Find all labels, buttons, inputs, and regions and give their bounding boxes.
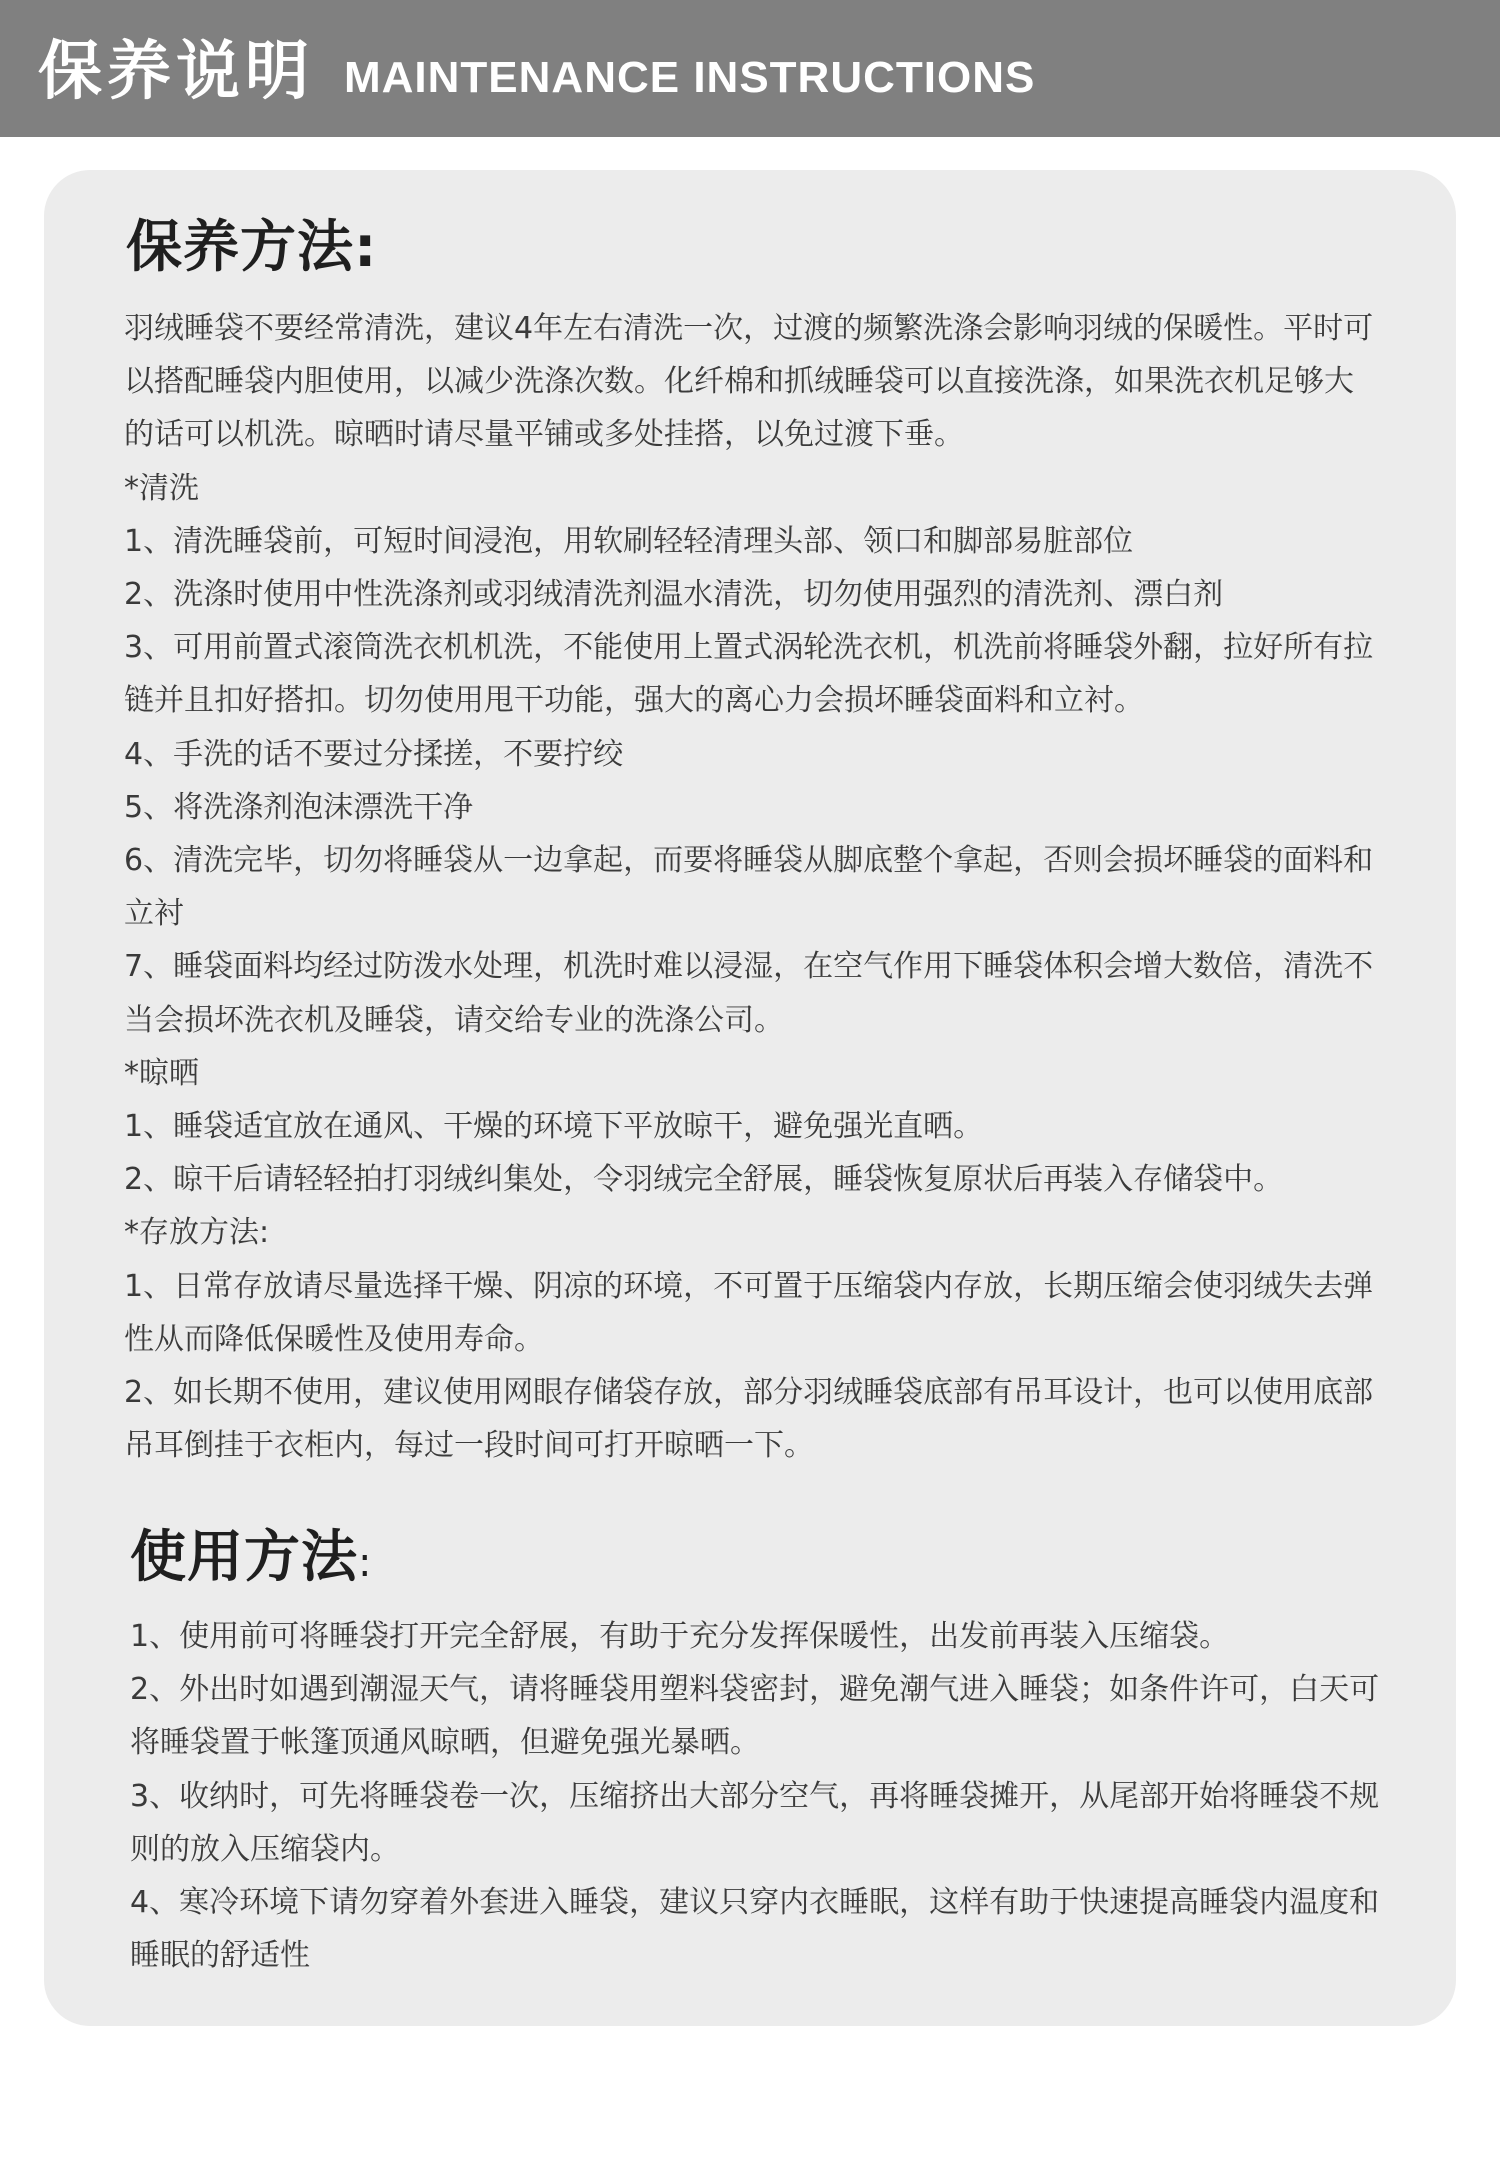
maintenance-intro: 羽绒睡袋不要经常清洗，建议4年左右清洗一次，过渡的频繁洗涤会影响羽绒的保暖性。平时可以搭配睡袋内胆使用，以减少洗涤次数。化纤棉和抓绒睡袋可以直接洗涤，如果洗衣机足够大的话可以机洗。晾晒时请尽量平铺或多处挂搭，以免过渡下垂。 (124, 311, 1374, 453)
usage-title (130, 1525, 373, 1590)
storage-heading: *存放方法: (124, 1215, 270, 1251)
usage-item-2: 2、外出时如遇到潮湿天气，请将睡袋用塑料袋密封，避免潮气进入睡袋；如条件许可，白天可将睡袋置于帐篷顶通风晾晒，但避免强光暴晒。 (130, 1672, 1380, 1761)
header-bar (0, 0, 1500, 137)
usage-text (130, 1610, 1380, 1982)
cleaning-item-1: 1、清洗睡袋前，可短时间浸泡，用软刷轻轻清理头部、领口和脚部易脏部位 (124, 523, 1134, 559)
cleaning-item-2: 2、洗涤时使用中性洗涤剂或羽绒清洗剂温水清洗，切勿使用强烈的清洗剂、漂白剂 (124, 577, 1224, 613)
drying-item-1: 1、睡袋适宜放在通风、干燥的环境下平放晾干，避免强光直晒。 (124, 1109, 984, 1145)
maintenance-title-text: 保养方法 (126, 215, 354, 280)
cleaning-item-7: 7、睡袋面料均经过防泼水处理，机洗时难以浸湿，在空气作用下睡袋体积会增大数倍，清洗不当会损坏洗衣机及睡袋，请交给专业的洗涤公司。 (124, 949, 1374, 1038)
cleaning-item-6: 6、清洗完毕，切勿将睡袋从一边拿起，而要将睡袋从脚底整个拿起，否则会损坏睡袋的面料和立衬 (124, 843, 1374, 932)
maintenance-text (124, 302, 1374, 1472)
usage-item-1: 1、使用前可将睡袋打开完全舒展，有助于充分发挥保暖性，出发前再装入压缩袋。 (130, 1619, 1230, 1654)
usage-item-3: 3、收纳时，可先将睡袋卷一次，压缩挤出大部分空气，再将睡袋摊开，从尾部开始将睡袋不规则的放入压缩袋内。 (130, 1778, 1380, 1867)
drying-item-2: 2、晾干后请轻轻拍打羽绒纠集处，令羽绒完全舒展，睡袋恢复原状后再装入存储袋中。 (124, 1162, 1284, 1198)
maintenance-title-colon: : (354, 215, 378, 280)
cleaning-item-3: 3、可用前置式滚筒洗衣机机洗，不能使用上置式涡轮洗衣机，机洗前将睡袋外翻，拉好所有拉链并且扣好搭扣。切勿使用甩干功能，强大的离心力会损坏睡袋面料和立衬。 (124, 630, 1374, 719)
header-title-cn: 保养说明 (38, 34, 314, 109)
cleaning-item-5: 5、将洗涤剂泡沫漂洗干净 (124, 789, 474, 825)
header-title-en: MAINTENANCE INSTRUCTIONS (344, 52, 1036, 102)
cleaning-item-4: 4、手洗的话不要过分揉搓，不要拧绞 (124, 736, 624, 772)
usage-title-text: 使用方法 (130, 1525, 358, 1590)
drying-heading: *晾晒 (124, 1055, 199, 1091)
usage-title-colon: : (358, 1540, 373, 1586)
storage-item-1: 1、日常存放请尽量选择干燥、阴凉的环境，不可置于压缩袋内存放，长期压缩会使羽绒失去弹性从而降低保暖性及使用寿命。 (124, 1268, 1374, 1357)
usage-item-4: 4、寒冷环境下请勿穿着外套进入睡袋，建议只穿内衣睡眠，这样有助于快速提高睡袋内温度和睡眠的舒适性 (130, 1885, 1380, 1974)
storage-item-2: 2、如长期不使用，建议使用网眼存储袋存放，部分羽绒睡袋底部有吊耳设计，也可以使用底部吊耳倒挂于衣柜内，每过一段时间可打开晾晒一下。 (124, 1375, 1374, 1464)
cleaning-heading: *清洗 (124, 470, 199, 506)
maintenance-title (126, 215, 378, 280)
